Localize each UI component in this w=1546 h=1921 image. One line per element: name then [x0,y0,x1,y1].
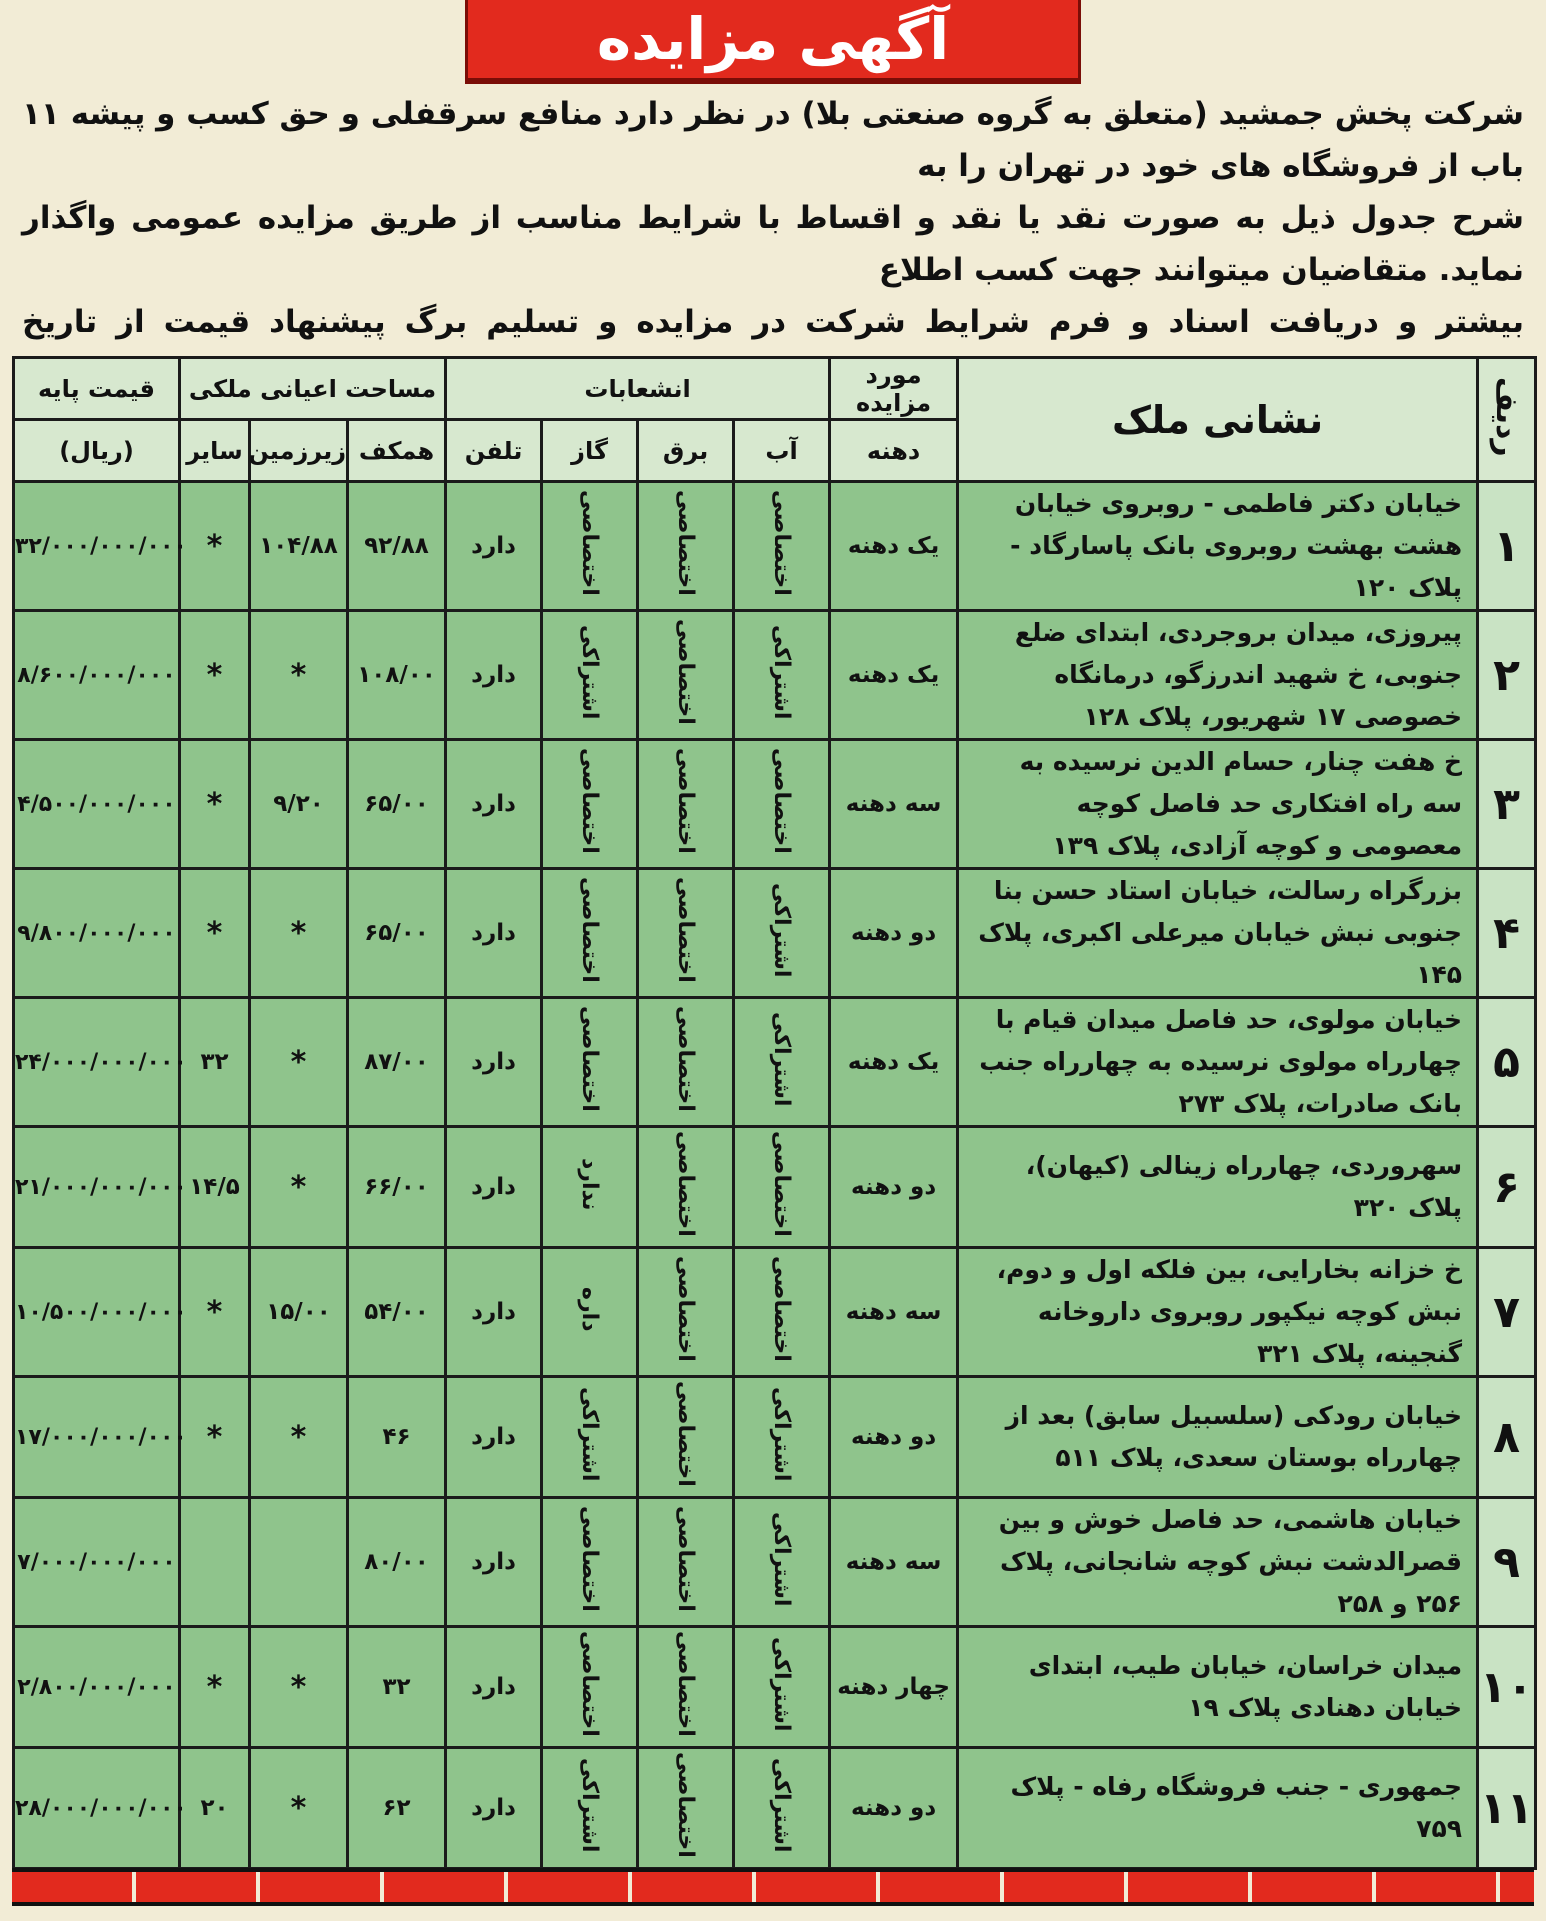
phone-cell [446,1748,542,1869]
gas-cell-text: اختصاصی [577,877,603,983]
other-cell [180,998,250,1127]
phone-cell [446,740,542,869]
address-cell-text: خیابان مولوی، حد فاصل میدان قیام با چهارراه مولوی نرسیده به چهارراه جنب بانک صادرات، پلاک ۲۷۳ [979,1005,1463,1118]
row-number [1478,1748,1536,1869]
gas-cell-text: اختصاصی [577,748,603,854]
address-cell-text: خ خزانه بخارایی، بین فلکه اول و دوم، نبش کوچه نیکپور روبروی داروخانه گنجینه، پلاک ۳۲۱ [996,1255,1463,1368]
units-cell [830,998,958,1127]
header-utilities: انشعابات [446,358,830,420]
units-cell-text: چهار دهنه [837,1674,950,1700]
price-cell-text: ۷/۰۰۰/۰۰۰/۰۰۰ [17,1549,176,1575]
electricity-cell [638,1127,734,1248]
units-cell [830,1627,958,1748]
basement-cell-text: * [290,1669,307,1705]
phone-cell-text: دارد [471,1549,516,1575]
basement-cell [250,869,348,998]
gas-cell-text: اشتراکی [577,1386,603,1482]
phone-cell [446,1248,542,1377]
electricity-cell-text: اختصاصی [673,1006,699,1112]
price-cell [14,482,187,611]
other-cell-text: * [206,786,223,822]
phone-cell [446,998,542,1127]
basement-cell [250,1127,348,1248]
ground-floor-cell-text: ۸۰/۰۰ [364,1549,429,1575]
header-electricity: برق [638,420,734,482]
table-row [14,1127,1536,1248]
electricity-cell [638,482,734,611]
gas-cell [542,998,638,1127]
electricity-cell [638,998,734,1127]
price-cell [14,1377,187,1498]
other-cell-text: * [206,528,223,564]
ground-floor-cell [348,611,446,740]
gas-cell [542,740,638,869]
price-cell [14,611,180,740]
other-cell [180,1498,250,1627]
basement-cell [250,1748,348,1869]
ground-floor-cell-text: ۹۲/۸۸ [364,533,429,559]
electricity-cell [638,740,734,869]
electricity-cell [638,1248,734,1377]
table-row [14,869,1536,998]
gas-cell [542,1498,638,1627]
row-number [1478,1248,1536,1377]
basement-cell [250,1248,348,1377]
row-number-text: ۱ [1493,520,1520,572]
gas-cell-text: اختصاصی [577,1631,603,1737]
row-number [1478,1377,1536,1498]
units-cell-text: دو دهنه [850,920,937,946]
units-cell [830,611,958,740]
basement-cell-text: * [290,1790,307,1826]
phone-cell [446,1498,542,1627]
gas-cell [542,1748,638,1869]
water-cell-text: اختصاصی [769,1131,795,1237]
address-cell [958,998,1478,1127]
units-cell [830,740,958,869]
header-ground-floor: همکف [348,420,446,482]
price-cell-text: ۴/۵۰۰/۰۰۰/۰۰۰ [17,791,176,817]
water-cell-text: اشتراکی [769,1011,795,1107]
units-cell-text: سه دهنه [845,791,942,817]
price-cell [14,1127,187,1248]
ground-floor-cell [348,482,446,611]
address-cell [958,611,1478,740]
header-gas: گاز [542,420,638,482]
basement-cell-text: ۱۵/۰۰ [266,1299,331,1325]
basement-cell-text: * [290,657,307,693]
header-price: قیمت پایه [14,358,180,420]
basement-cell [250,1498,348,1627]
water-cell [734,482,830,611]
electricity-cell [638,1498,734,1627]
ground-floor-cell-text: ۳۲ [382,1674,411,1700]
header-auction-subject: مورد مزایده [830,358,958,420]
address-cell-text: پیروزی، میدان بروجردی، ابتدای ضلع جنوبی، خ شهید اندرزگو، درمانگاه خصوصی ۱۷ شهریور، پلاک ۱۲۸ [1014,618,1463,731]
table-row [14,1498,1536,1627]
price-cell-text: ۸/۶۰۰/۰۰۰/۰۰۰ [17,662,176,688]
row-number [1478,1498,1536,1627]
header-other: سایر [180,420,250,482]
bottom-decorative-band [12,1868,1534,1906]
phone-cell [446,482,542,611]
units-cell-text: یک دهنه [847,533,940,559]
address-cell [958,1127,1478,1248]
other-cell [180,740,250,869]
intro-line: شرکت پخش جمشید (متعلق به گروه صنعتی بلا) در نظر دارد منافع سرقفلی و حق کسب و پیشه ۱۱ باب از فروشگاه های خود در تهران را به [22,96,1524,184]
other-cell-text: * [206,1669,223,1705]
electricity-cell-text: اختصاصی [673,1256,699,1362]
price-cell [14,998,187,1127]
basement-cell [250,1627,348,1748]
phone-cell [446,1377,542,1498]
table-row [14,1248,1536,1377]
address-cell [958,1748,1478,1869]
header-water: آب [734,420,830,482]
header-row-number: ردیف [1478,358,1536,482]
electricity-cell [638,1748,734,1869]
price-cell-text: ۲/۸۰۰/۰۰۰/۰۰۰ [17,1674,176,1700]
price-cell [14,1498,180,1627]
address-cell [958,740,1478,869]
row-number-text: ۵ [1493,1036,1520,1088]
address-cell [958,869,1478,998]
row-number [1478,869,1536,998]
phone-cell-text: دارد [471,1424,516,1450]
units-cell-text: سه دهنه [845,1299,942,1325]
phone-cell-text: دارد [471,533,516,559]
other-cell [180,1627,250,1748]
phone-cell-text: دارد [471,662,516,688]
row-number-text: ۸ [1493,1411,1520,1463]
price-cell [14,1248,187,1377]
water-cell-text: اختصاصی [769,490,795,596]
header-units: دهنه [830,420,958,482]
row-number [1478,1127,1536,1248]
address-cell [958,1498,1478,1627]
table-row [14,998,1536,1127]
other-cell [180,611,250,740]
basement-cell [250,1377,348,1498]
ground-floor-cell [348,1627,446,1748]
row-number-text: ۳ [1493,778,1520,830]
electricity-cell-text: اختصاصی [673,877,699,983]
phone-cell-text: دارد [471,1674,516,1700]
ground-floor-cell [348,998,446,1127]
water-cell [734,1127,830,1248]
units-cell-text: دو دهنه [850,1424,937,1450]
ground-floor-cell-text: ۶۶/۰۰ [364,1174,429,1200]
price-cell [14,869,180,998]
units-cell-text: سه دهنه [845,1549,942,1575]
electricity-cell [638,1627,734,1748]
address-cell-text: میدان خراسان، خیابان طیب، ابتدای خیابان دهنادی پلاک ۱۹ [1028,1651,1463,1722]
other-cell-text: ۳۲ [200,1049,229,1075]
electricity-cell-text: اختصاصی [673,1131,699,1237]
intro-line: شرح جدول ذیل به صورت نقد یا نقد و اقساط با شرایط مناسب از طریق مزایده عمومی واگذار نماید. متقاضیان میتوانند جهت کسب اطلاع [22,200,1524,288]
other-cell [180,869,250,998]
water-cell-text: اشتراکی [769,1757,795,1853]
phone-cell [446,1127,542,1248]
ground-floor-cell-text: ۸۷/۰۰ [364,1049,429,1075]
title-banner [12,0,1534,88]
basement-cell-text: ۱۰۴/۸۸ [259,533,338,559]
row-number [1478,1627,1536,1748]
price-cell-text: ۹/۸۰۰/۰۰۰/۰۰۰ [17,920,176,946]
header-area: مساحت اعیانی ملکی [180,358,446,420]
ground-floor-cell-text: ۴۶ [382,1424,411,1450]
ground-floor-cell [348,869,446,998]
other-cell [180,1377,250,1498]
units-cell [830,1127,958,1248]
header-basement: زیرزمین [250,420,348,482]
address-cell-text: خیابان رودکی (سلسبیل سابق) بعد از چهارراه بوستان سعدی، پلاک ۵۱۱ [1005,1401,1463,1472]
ground-floor-cell-text: ۱۰۸/۰۰ [357,662,436,688]
price-cell [14,740,180,869]
phone-cell-text: دارد [471,920,516,946]
gas-cell [542,1127,638,1248]
address-cell [958,1248,1478,1377]
ground-floor-cell-text: ۵۴/۰۰ [364,1299,429,1325]
gas-cell-text: اختصاصی [577,1006,603,1112]
gas-cell [542,869,638,998]
water-cell [734,1377,830,1498]
electricity-cell-text: اختصاصی [673,1631,699,1737]
phone-cell [446,611,542,740]
row-number-text: ۹ [1493,1536,1520,1588]
properties-table [12,356,1537,1870]
row-number [1478,482,1536,611]
ground-floor-cell [348,1748,446,1869]
table-row [14,482,1536,611]
water-cell [734,611,830,740]
water-cell-text: اشتراکی [769,882,795,978]
address-cell [958,1377,1478,1498]
electricity-cell-text: اختصاصی [673,1506,699,1612]
row-number-text: ۱۰ [1479,1661,1534,1713]
water-cell [734,1748,830,1869]
phone-cell-text: دارد [471,1795,516,1821]
price-cell [14,1748,187,1869]
units-cell-text: یک دهنه [847,1049,940,1075]
gas-cell-text: ندارد [577,1157,603,1211]
water-cell [734,998,830,1127]
gas-cell [542,1377,638,1498]
electricity-cell-text: اختصاصی [673,490,699,596]
units-cell [830,1498,958,1627]
gas-cell [542,1248,638,1377]
phone-cell [446,869,542,998]
gas-cell [542,611,638,740]
address-cell-text: جمهوری - جنب فروشگاه رفاه - پلاک ۷۵۹ [1010,1772,1463,1843]
phone-cell [446,1627,542,1748]
gas-cell [542,482,638,611]
electricity-cell [638,611,734,740]
ground-floor-cell-text: ۶۲ [382,1795,411,1821]
table-row [14,1627,1536,1748]
row-number [1478,998,1536,1127]
table-row [14,1377,1536,1498]
electricity-cell-text: اختصاصی [673,748,699,854]
water-cell [734,740,830,869]
gas-cell-text: اشتراکی [577,624,603,720]
ground-floor-cell-text: ۶۵/۰۰ [364,920,429,946]
other-cell-text: * [206,657,223,693]
basement-cell-text: * [290,1419,307,1455]
intro-text [12,88,1534,352]
address-cell [958,482,1478,611]
row-number-text: ۱۱ [1479,1782,1534,1834]
row-number-text: ۴ [1493,907,1520,959]
ground-floor-cell [348,1498,446,1627]
other-cell-text: ۱۴/۵ [189,1174,240,1200]
price-cell-text: ۱۰/۵۰۰/۰۰۰/۰۰۰ [15,1299,187,1325]
address-cell-text: بزرگراه رسالت، خیابان استاد حسن بنا جنوبی نبش خیابان میرعلی اکبری، پلاک ۱۴۵ [978,876,1463,989]
header-address: نشانی ملک [958,358,1478,482]
phone-cell-text: دارد [471,1049,516,1075]
other-cell-text: * [206,1294,223,1330]
water-cell-text: اختصاصی [769,1256,795,1362]
ground-floor-cell [348,1127,446,1248]
address-cell-text: سهروردی، چهارراه زینالی (کیهان)، پلاک ۳۲۰ [1025,1151,1463,1222]
header-phone: تلفن [446,420,542,482]
row-number-text: ۷ [1493,1286,1520,1338]
water-cell [734,1627,830,1748]
units-cell-text: دو دهنه [850,1174,937,1200]
other-cell [180,1248,250,1377]
other-cell-text: * [206,915,223,951]
electricity-cell [638,869,734,998]
ground-floor-cell [348,1248,446,1377]
electricity-cell [638,1377,734,1498]
price-cell-text: ۱۷/۰۰۰/۰۰۰/۰۰۰ [15,1424,187,1450]
intro-line: بیشتر و دریافت اسناد و فرم شرایط شرکت در مزایده و تسلیم برگ پیشنهاد قیمت از تاریخ [22,304,1524,340]
row-number-text: ۶ [1493,1161,1520,1213]
other-cell-text: * [206,1419,223,1455]
electricity-cell-text: اختصاصی [673,1752,699,1858]
basement-cell [250,611,348,740]
water-cell [734,1498,830,1627]
water-cell-text: اشتراکی [769,1636,795,1732]
units-cell [830,482,958,611]
units-cell-text: یک دهنه [847,662,940,688]
other-cell [180,1748,250,1869]
address-cell-text: خیابان هاشمی، حد فاصل خوش و بین قصرالدشت نبش کوچه شانجانی، پلاک ۲۵۶ و ۲۵۸ [998,1505,1463,1618]
units-cell [830,1377,958,1498]
electricity-cell-text: اختصاصی [673,1381,699,1487]
units-cell [830,869,958,998]
address-cell [958,1627,1478,1748]
price-cell-text: ۳۲/۰۰۰/۰۰۰/۰۰۰ [15,533,187,559]
water-cell-text: اشتراکی [769,1386,795,1482]
other-cell [180,1127,250,1248]
row-number [1478,740,1536,869]
basement-cell [250,998,348,1127]
table-row [14,1748,1536,1869]
basement-cell-text: * [290,1169,307,1205]
other-cell [180,482,250,611]
row-number-text: ۲ [1493,649,1520,701]
price-cell-text: ۲۴/۰۰۰/۰۰۰/۰۰۰ [15,1049,187,1075]
header-price-unit: (ریال) [14,420,180,482]
gas-cell-text: داره [577,1286,603,1332]
table-row [14,611,1536,740]
units-cell [830,1248,958,1377]
ground-floor-cell-text: ۶۵/۰۰ [364,791,429,817]
water-cell-text: اشتراکی [769,624,795,720]
address-cell-text: خیابان دکتر فاطمی - روبروی خیابان هشت بهشت روبروی بانک پاسارگاد - پلاک ۱۲۰ [1010,489,1463,602]
gas-cell-text: اشتراکی [577,1757,603,1853]
ground-floor-cell [348,740,446,869]
water-cell-text: اشتراکی [769,1511,795,1607]
units-cell-text: دو دهنه [850,1795,937,1821]
phone-cell-text: دارد [471,791,516,817]
water-cell [734,1248,830,1377]
price-cell-text: ۲۱/۰۰۰/۰۰۰/۰۰۰ [15,1174,187,1200]
basement-cell [250,482,348,611]
row-number [1478,611,1536,740]
phone-cell-text: دارد [471,1299,516,1325]
other-cell-text: ۲۰ [200,1795,229,1821]
basement-cell-text: * [290,915,307,951]
price-cell [14,1627,180,1748]
address-cell-text: خ هفت چنار، حسام الدین نرسیده به سه راه افتکاری حد فاصل کوچه معصومی و کوچه آزادی، پلاک ۱۳۹ [1019,747,1463,860]
ground-floor-cell [348,1377,446,1498]
basement-cell-text: * [290,1044,307,1080]
gas-cell [542,1627,638,1748]
water-cell [734,869,830,998]
price-cell-text: ۲۸/۰۰۰/۰۰۰/۰۰۰ [15,1795,187,1821]
gas-cell-text: اختصاصی [577,490,603,596]
gas-cell-text: اختصاصی [577,1506,603,1612]
notice-title: آگهی مزایده [465,0,1081,81]
units-cell [830,1748,958,1869]
table-row [14,740,1536,869]
electricity-cell-text: اختصاصی [673,619,699,725]
phone-cell-text: دارد [471,1174,516,1200]
water-cell-text: اختصاصی [769,748,795,854]
basement-cell [250,740,348,869]
basement-cell-text: ۹/۲۰ [273,791,324,817]
